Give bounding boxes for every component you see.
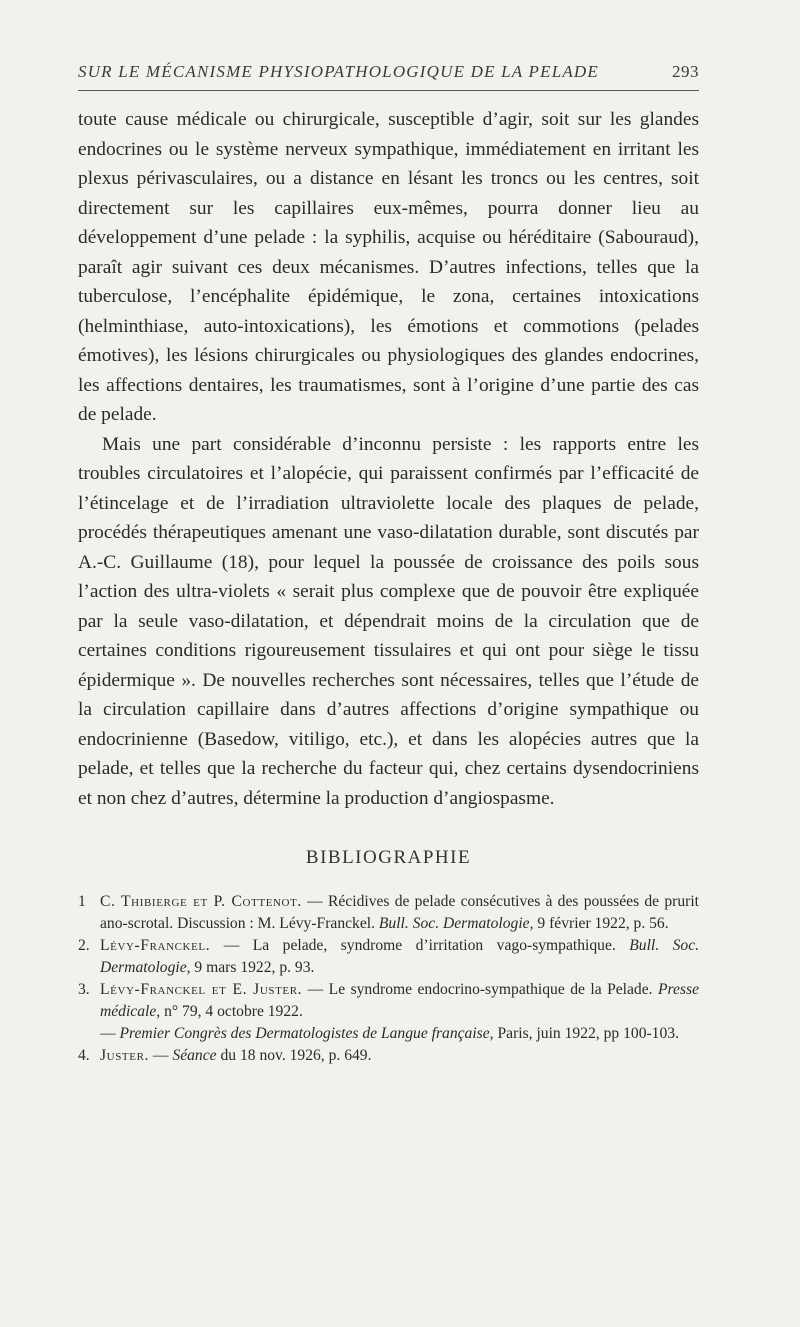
bibliography-details: du 18 nov. 1926, p. 649. [216, 1047, 372, 1064]
body-paragraph-1: toute cause médicale ou chirurgicale, susceptible d’agir, soit sur les glandes endocrines ou le système nerveux sympathique, immédiatement en irritant les plexus périvasculaires, ou a distance en lésant les troncs ou les centres, soit directement sur les capillaires eux-mêmes, pourra donner lieu au développement d’une pelade : la syphilis, acquise ou héréditaire (Sabouraud), paraît agir suivant ces deux mécanismes. D’autres infections, telles que la tuberculose, l’encéphalite épidémique, le zona, certaines intoxications (helminthiase, auto-intoxications), les émotions et commotions (pelades émotives), les lésions chirurgicales ou physiologiques des glandes endocrines, les affections dentaires, les traumatismes, sont à l’origine d’une partie des cas de pelade. [78, 109, 699, 425]
body-text [78, 105, 699, 813]
bibliography-entry-text [100, 891, 699, 935]
bibliography-title: — Le syndrome endocrino-sympathique de la Pelade. [302, 981, 658, 998]
bibliography-title: — La pelade, syndrome d’irritation vago-sympathique. [210, 937, 630, 954]
bibliography-entry-text [100, 1045, 699, 1067]
bibliography-list [78, 891, 699, 1067]
bibliography-entry-number: 2. [78, 937, 90, 954]
bibliography-authors: Lévy-Franckel. [100, 937, 211, 954]
bibliography-title: — [100, 1025, 120, 1042]
page [78, 62, 699, 1067]
bibliography-entry-text [100, 935, 699, 979]
bibliography-details: n° 79, 4 octobre 1922. [160, 1003, 303, 1020]
bibliography-entry [78, 891, 699, 935]
bibliography-heading: BIBLIOGRAPHIE [305, 847, 472, 868]
bibliography-authors: C. Thibierge et P. Cottenot. [100, 893, 302, 910]
bibliography-details: 9 mars 1922, p. 93. [190, 959, 315, 976]
bibliography-journal: Premier Congrès des Dermatologistes de Langue française, [119, 1025, 494, 1042]
bibliography-title: — [149, 1047, 173, 1064]
bibliography-journal: Bull. Soc. Dermatologie, [378, 915, 534, 932]
bibliography-entry-number: 1 [78, 893, 86, 910]
bibliography-journal: Séance [172, 1047, 217, 1064]
bibliography-authors: Juster. [100, 1047, 150, 1064]
bibliography-entry [78, 979, 699, 1023]
bibliography-title: — Récidives de pelade consécutives à des poussées de prurit ano-scrotal. Discussion : M. Lévy-Franckel. [100, 893, 699, 932]
page-number: 293 [672, 62, 699, 81]
bibliography-authors: Lévy-Franckel et E. Juster. [100, 981, 303, 998]
bibliography-journal: Presse médicale, [100, 981, 699, 1020]
bibliography-entry [78, 1023, 699, 1045]
bibliography-details: 9 février 1922, p. 56. [533, 915, 669, 932]
running-head [78, 62, 699, 91]
bibliography-details: Paris, juin 1922, pp 100-103. [493, 1025, 679, 1042]
bibliography-entry-number: 3. [78, 981, 90, 998]
running-head-title: SUR LE MÉCANISME PHYSIOPATHOLOGIQUE DE LA PELADE [78, 62, 599, 81]
bibliography-entry-text [100, 979, 699, 1023]
bibliography-entry [78, 1045, 699, 1067]
bibliography-entry-text [100, 1023, 699, 1045]
body-paragraph-2: Mais une part considérable d’inconnu persiste : les rapports entre les troubles circulatoires et l’alopécie, qui paraissent confirmés par l’efficacité de l’étincelage et de l’irradiation ultraviolette locale des plaques de pelade, procédés thérapeutiques amenant une vaso-dilatation durable, sont discutés par A.-C. Guillaume (18), pour lequel la poussée de croissance des poils sous l’action des ultra-violets « serait plus complexe que de pouvoir être expliquée par la seule vaso-dilatation, et dépendrait moins de la circulation que de certaines conditions rigoureusement tissulaires et qui ont pour siège le tissu épidermique ». De nouvelles recherches sont nécessaires, telles que l’étude de la circulation capillaire dans d’autres affections d’origine sympathique ou endocrinienne (Basedow, vitiligo, etc.), et dans les alopécies autres que la pelade, et telles que la recherche du facteur qui, chez certains dysendocriniens et non chez d’autres, détermine la production d’angiospasme. [78, 433, 699, 809]
bibliography-entry [78, 935, 699, 979]
bibliography-journal: Bull. Soc. Dermatologie, [100, 937, 700, 976]
bibliography-entry-number: 4. [78, 1047, 90, 1064]
